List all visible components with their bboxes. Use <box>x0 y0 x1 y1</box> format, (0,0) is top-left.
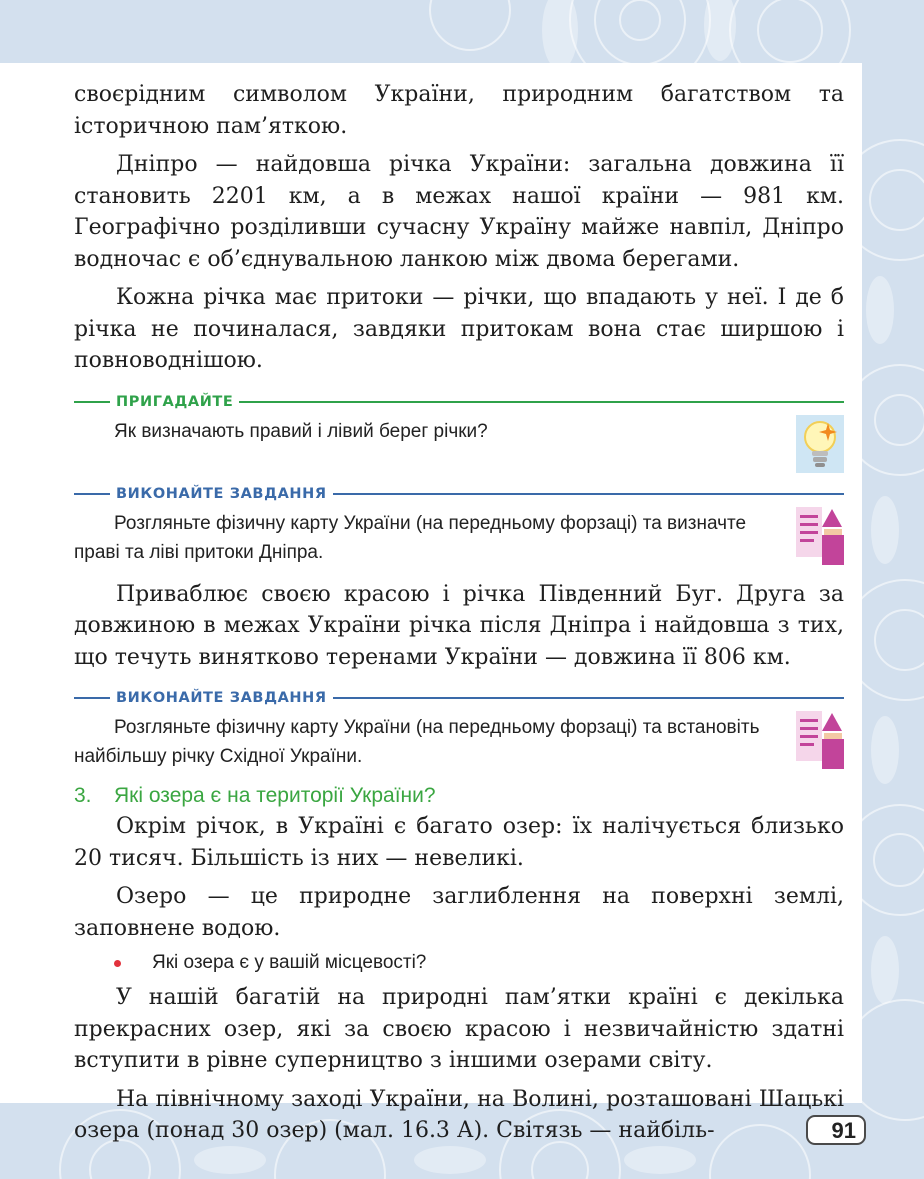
task-header <box>74 689 844 707</box>
task-title: ВИКОНАЙТЕ ЗАВДАННЯ <box>116 485 327 502</box>
paragraph: Окрім річок, в Україні є багато озер: їх налічується близько 20 тисяч. Більшість із них — невеликі. <box>74 814 844 871</box>
task-text: Розгляньте фізичну карту України (на передньому форзаці) та встановіть найбільшу річку Східної України. <box>74 717 760 767</box>
paragraph: своєрідним символом України, природним багатством та історичною пам’яткою. <box>74 82 844 139</box>
task-icon <box>796 711 844 769</box>
remember-title: ПРИГАДАЙТЕ <box>116 393 234 410</box>
bullet-question <box>74 948 844 978</box>
task-block <box>74 707 844 771</box>
remember-block <box>74 411 844 469</box>
bullet-dot-icon <box>114 960 121 967</box>
page-content <box>74 79 844 1147</box>
bullet-text: Які озера є у вашій місцевості? <box>152 952 427 973</box>
page-number: 91 <box>806 1115 866 1145</box>
section-title: Які озера є на території України? <box>114 784 436 807</box>
task-block <box>74 503 844 567</box>
task-header <box>74 485 844 503</box>
lightbulb-icon <box>796 415 844 473</box>
task-text: Розгляньте фізичну карту України (на передньому форзаці) та визначте праві та ліві притоки Дніпра. <box>74 512 747 563</box>
task-title: ВИКОНАЙТЕ ЗАВДАННЯ <box>116 690 327 706</box>
task-icon <box>796 507 844 565</box>
paragraph: Дніпро — найдовша річка України: загальна довжина її становить 2201 км, а в межах нашої країни — 981 км. Географічно розділивши сучасну Україну майже навпіл, Дніпро водночас є об’єднувальною ланкою між двома берегами. <box>74 152 844 272</box>
paragraph: Приваблює своєю красою і річка Південний Буг. Друга за довжиною в межах України річка після Дніпра і найдовша з тих, що течуть винятково теренами України — довжина її 806 км. <box>74 581 844 670</box>
remember-header <box>74 393 844 411</box>
paragraph: Озеро — це природне заглиблення на поверхні землі, заповнене водою. <box>74 884 844 941</box>
paragraph: Кожна річка має притоки — річки, що впадають у неї. І де б річка не починалася, завдяки притокам вона стає ширшою і повноводнішою. <box>74 285 844 373</box>
paragraph: На північному заході України, на Волині, розташовані Шацькі озера (понад 30 озер) (мал. 16.3 А). Світязь — найбіль- <box>74 1086 844 1143</box>
section-number: 3. <box>74 784 92 807</box>
remember-text: Як визначають правий і лівий берег річки? <box>114 420 488 442</box>
section-heading <box>74 781 844 811</box>
paragraph: У нашій багатій на природні пам’ятки країні є декілька прекрасних озер, які за своєю красою і незвичайністю здатні вступити в рівне суперництво з іншими озерами світу. <box>74 985 844 1073</box>
